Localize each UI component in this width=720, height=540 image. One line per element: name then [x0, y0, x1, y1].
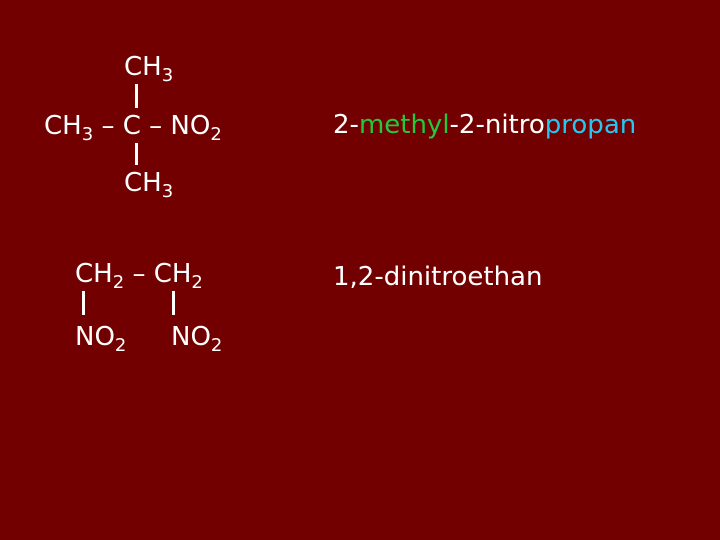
- left-methyl-subscript: 3: [81, 124, 94, 145]
- main-chain-row: [44, 111, 222, 144]
- top-methyl-subscript: 3: [161, 65, 174, 86]
- nitro-group-atoms: NO: [170, 111, 211, 141]
- bottom-vertical-bond: [135, 143, 138, 165]
- bond-dash-right: –: [149, 111, 163, 141]
- top-vertical-bond: [135, 84, 138, 108]
- bottom-methyl-atoms: CH: [124, 168, 162, 198]
- right-vertical-bond: [172, 291, 175, 315]
- left-methyl-atoms: CH: [44, 111, 82, 141]
- right-ch2-atoms: CH: [153, 259, 192, 289]
- top-methyl-atoms: CH: [124, 52, 162, 82]
- left-ch2-atoms: CH: [75, 259, 113, 289]
- top-methyl-group: [124, 52, 173, 85]
- ethane-bond-dash: –: [132, 259, 146, 289]
- central-carbon: C: [122, 111, 141, 141]
- compound1-name: [333, 110, 636, 140]
- bottom-methyl-group: [124, 168, 173, 201]
- bottom-methyl-subscript: 3: [161, 181, 174, 202]
- right-nitro-subscript: 2: [210, 335, 223, 356]
- right-ch2-subscript: 2: [191, 272, 203, 293]
- left-vertical-bond: [82, 291, 85, 315]
- left-nitro-group: [75, 322, 126, 355]
- name1-part-nitro: -2-nitro: [449, 110, 545, 140]
- nitro-group-subscript: 2: [210, 124, 222, 145]
- ethane-chain-row: [75, 259, 203, 292]
- left-nitro-subscript: 2: [114, 335, 127, 356]
- left-nitro-atoms: NO: [75, 322, 115, 352]
- name1-part-locant: 2-: [333, 110, 359, 140]
- name1-part-propan: propan: [544, 110, 637, 140]
- right-nitro-atoms: NO: [171, 322, 211, 352]
- name1-part-methyl: methyl: [358, 110, 450, 140]
- compound2-name: 1,2-dinitroethan: [333, 262, 543, 292]
- bond-dash-left: –: [101, 111, 115, 141]
- right-nitro-group: [171, 322, 222, 355]
- left-ch2-subscript: 2: [112, 272, 125, 293]
